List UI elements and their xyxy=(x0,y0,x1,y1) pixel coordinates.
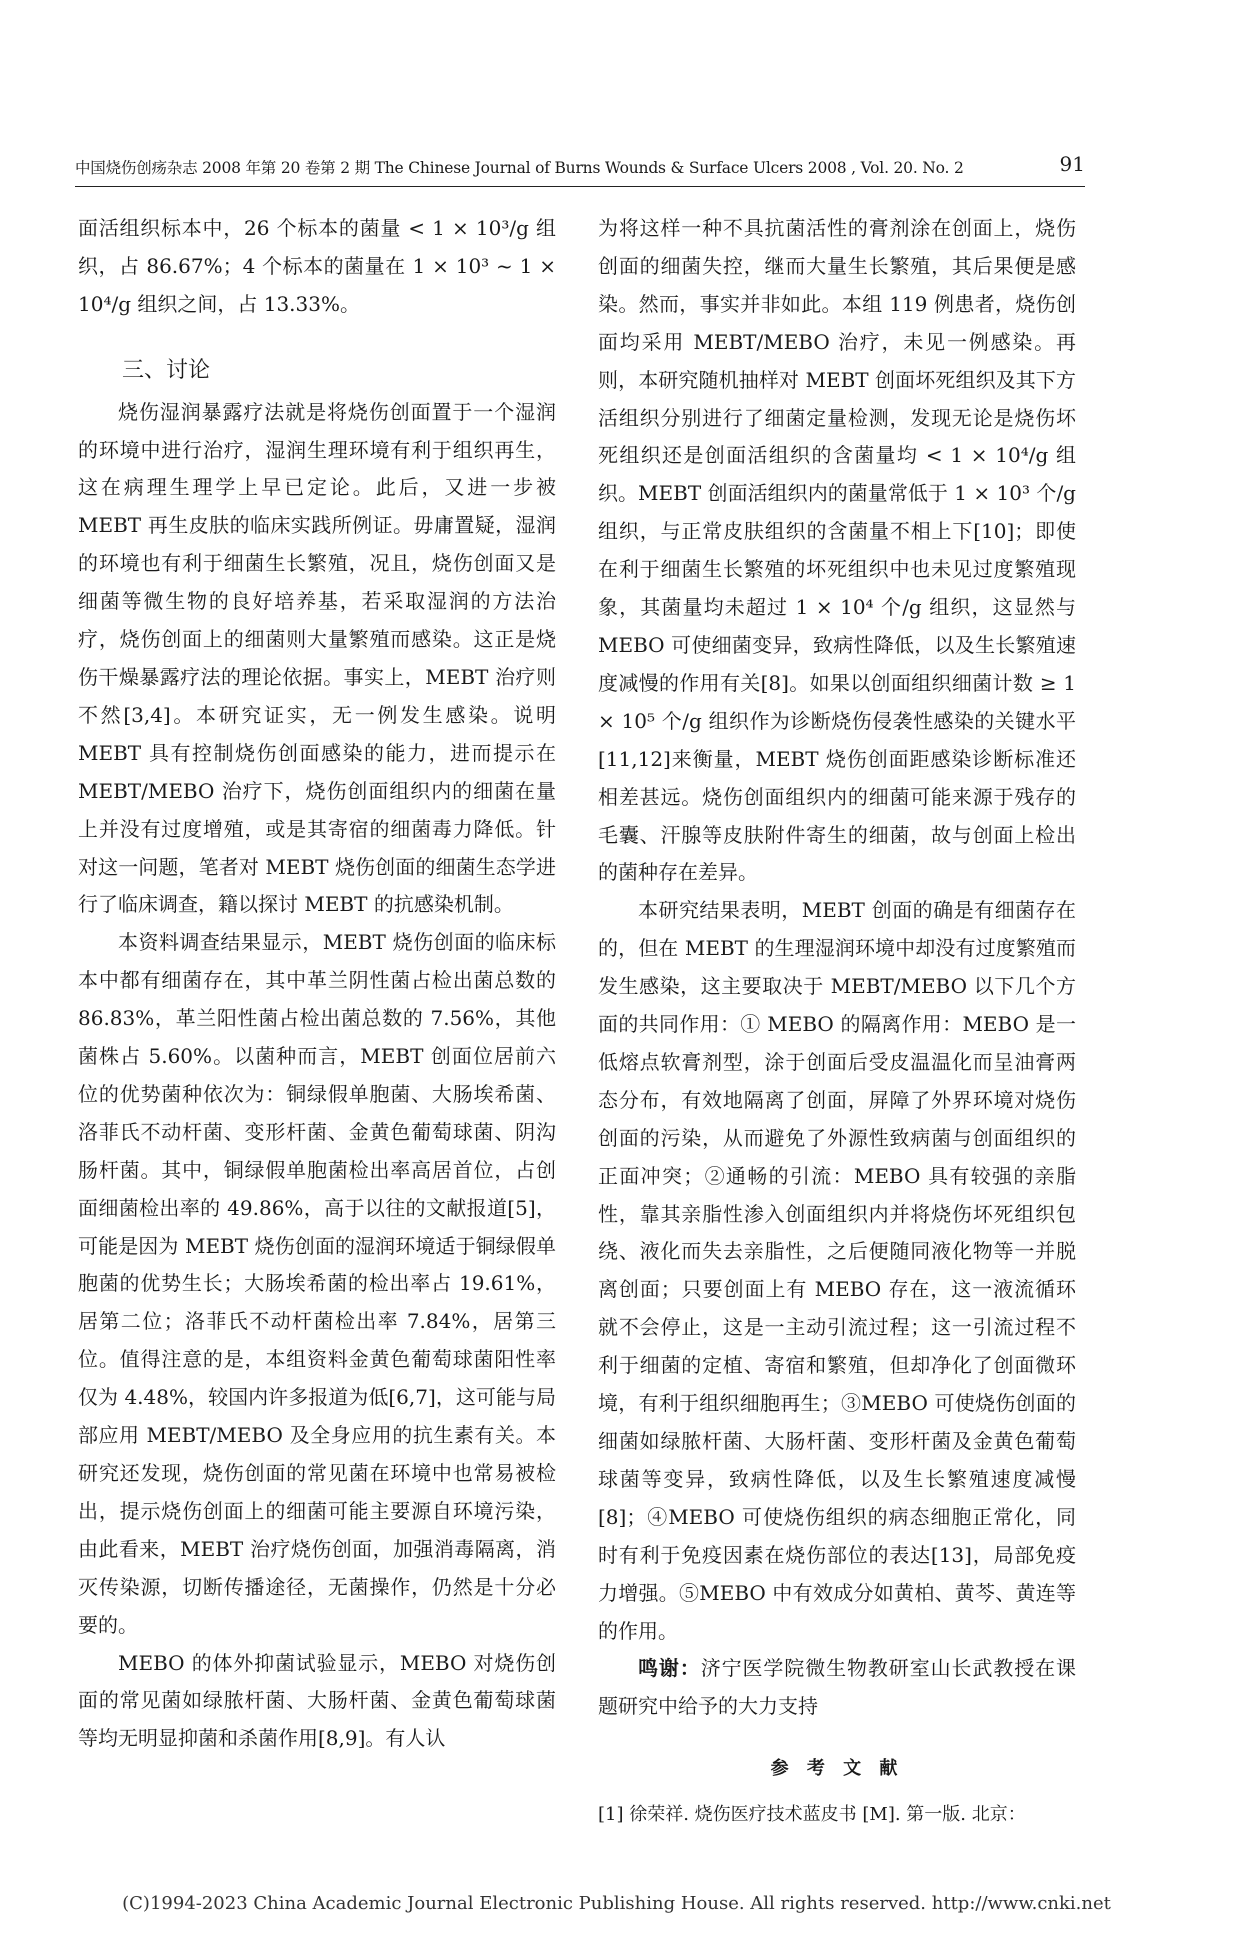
discussion-paragraph-3-continued: 为将这样一种不具抗菌活性的膏剂涂在创面上，烧伤创面的细菌失控，继而大量生长繁殖，其后果便是感染。然而，事实并非如此。本组 119 例患者，烧伤创面均采用 MEBT/MEBO 治疗，未见一例感染。再则，本研究随机抽样对 MEBT 创面坏死组织及其下方活组织分别进行了细菌定量检测，发现无论是烧伤坏死组织还是创面活组织的含菌量均 < 1 × 10⁴/g 组织。MEBT 创面活组织内的菌量常低于 1 × 10³ 个/g 组织，与正常皮肤组织的含菌量不相上下[10]；即使在利于细菌生长繁殖的坏死组织中也未见过度繁殖现象，其菌量均未超过 1 × 10⁴ 个/g 组织，这显然与 MEBO 可使细菌变异，致病性降低，以及生长繁殖速度减慢的作用有关[8]。如果以创面组织细菌计数 ≥ 1 × 10⁵ 个/g 组织作为诊断烧伤侵袭性感染的关键水平[11,12]来衡量，MEBT 烧伤创面距感染诊断标准还相差甚远。烧伤创面组织内的细菌可能来源于残存的毛囊、汗腺等皮肤附件寄生的细菌，故与创面上检出的菌种存在差异。 xyxy=(598,216,1076,885)
acknowledgement xyxy=(598,1650,1076,1726)
discussion-paragraph-1: 烧伤湿润暴露疗法就是将烧伤创面置于一个湿润的环境中进行治疗，湿润生理环境有利于组织再生，这在病理生理学上早已定论。此后，又进一步被 MEBT 再生皮肤的临床实践所例证。毋庸置疑，湿润的环境也有利于细菌生长繁殖，况且，烧伤创面又是细菌等微生物的良好培养基，若采取湿润的方法治疗，烧伤创面上的细菌则大量繁殖而感染。这正是烧伤干燥暴露疗法的理论依据。事实上，MEBT 治疗则不然[3,4]。本研究证实，无一例发生感染。说明 MEBT 具有控制烧伤创面感染的能力，进而提示在 MEBT/MEBO 治疗下，烧伤创面组织内的细菌在量上并没有过度增殖，或是其寄宿的细菌毒力降低。针对这一问题，笔者对 MEBT 烧伤创面的细菌生态学进行了临床调查，籍以探讨 MEBT 的抗感染机制。 xyxy=(78,399,556,917)
discussion-paragraph-2: 本资料调查结果显示，MEBT 烧伤创面的临床标本中都有细菌存在，其中革兰阴性菌占检出菌总数的 86.83%，革兰阳性菌占检出菌总数的 7.56%，其他菌株占 5.60%。以菌种而言，MEBT 创面位居前六位的优势菌种依次为：铜绿假单胞菌、大肠埃希菌、洛菲氏不动杆菌、变形杆菌、金黄色葡萄球菌、阴沟肠杆菌。其中，铜绿假单胞菌检出率高居首位，占创面细菌检出率的 49.86%，高于以往的文献报道[5]，可能是因为 MEBT 烧伤创面的湿润环境适于铜绿假单胞菌的优势生长；大肠埃希菌的检出率占 19.61%，居第二位；洛菲氏不动杆菌检出率 7.84%，居第三位。值得注意的是，本组资料金黄色葡萄球菌阳性率仅为 4.48%，较国内许多报道为低[6,7]，这可能与局部应用 MEBT/MEBO 及全身应用的抗生素有关。本研究还发现，烧伤创面的常见菌在环境中也常易被检出，提示烧伤创面上的细菌可能主要源自环境污染，由此看来，MEBT 治疗烧伤创面，加强消毒隔离，消灭传染源，切断传播途径，无菌操作，仍然是十分必要的。 xyxy=(78,930,556,1637)
copyright-footer: (C)1994-2023 China Academic Journal Electronic Publishing House. All rights reserved. http://www.cnki.net xyxy=(122,1893,1111,1914)
running-header xyxy=(75,150,1085,187)
reference-item: [1] 徐荣祥. 烧伤医疗技术蓝皮书 [M]. 第一版. 北京： xyxy=(598,1804,1026,1826)
right-column xyxy=(598,210,1076,1834)
acknowledgement-text: 济宁医学院微生物教研室山长武教授在课题研究中给予的大力支持 xyxy=(598,1656,1077,1719)
discussion-paragraph-4: 本研究结果表明，MEBT 创面的确是有细菌存在的，但在 MEBT 的生理湿润环境中却没有过度繁殖而发生感染，这主要取决于 MEBT/MEBO 以下几个方面的共同作用：① MEBO 的隔离作用：MEBO 是一低熔点软膏剂型，涂于创面后受皮温温化而呈油膏两态分布，有效地隔离了创面，屏障了外界环境对烧伤创面的污染，从而避免了外源性致病菌与创面组织的正面冲突；②通畅的引流：MEBO 具有较强的亲脂性，靠其亲脂性渗入创面组织内并将烧伤坏死组织包绕、液化而失去亲脂性，之后便随同液化物等一并脱离创面；只要创面上有 MEBO 存在，这一液流循环就不会停止，这是一主动引流过程；这一引流过程不利于细菌的定植、寄宿和繁殖，但却净化了创面微环境，有利于组织细胞再生；③MEBO 可使烧伤创面的细菌如绿脓杆菌、大肠杆菌、变形杆菌及金黄色葡萄球菌等变异，致病性降低，以及生长繁殖速度减慢[8]；④MEBO 可使烧伤组织的病态细胞正常化，同时有利于免疫因素在烧伤部位的表达[13]，局部免疫力增强。⑤MEBO 中有效成分如黄柏、黄芩、黄连等的作用。 xyxy=(598,898,1076,1643)
discussion-paragraph-3: MEBO 的体外抑菌试验显示，MEBO 对烧伤创面的常见菌如绿脓杆菌、大肠杆菌、金黄色葡萄球菌等均无明显抑菌和杀菌作用[8,9]。有人认 xyxy=(78,1650,556,1751)
results-continuation-paragraph: 面活组织标本中，26 个标本的菌量 < 1 × 10³/g 组织，占 86.67%；4 个标本的菌量在 1 × 10³ ~ 1 × 10⁴/g 组织之间，占 13.33%。 xyxy=(78,216,556,316)
acknowledgement-label: 鸣谢： xyxy=(638,1656,701,1681)
references-heading: 参 考 文 献 xyxy=(770,1758,904,1780)
page-number: 91 xyxy=(1059,152,1085,176)
running-head-text: 中国烧伤创疡杂志 2008 年第 20 卷第 2 期 The Chinese Journal of Burns Wounds & Surface Ulcers 2008 , Vol. 20. No. 2 xyxy=(75,159,964,177)
left-column xyxy=(78,210,556,1758)
section-heading-discussion: 三、讨论 xyxy=(122,357,211,383)
